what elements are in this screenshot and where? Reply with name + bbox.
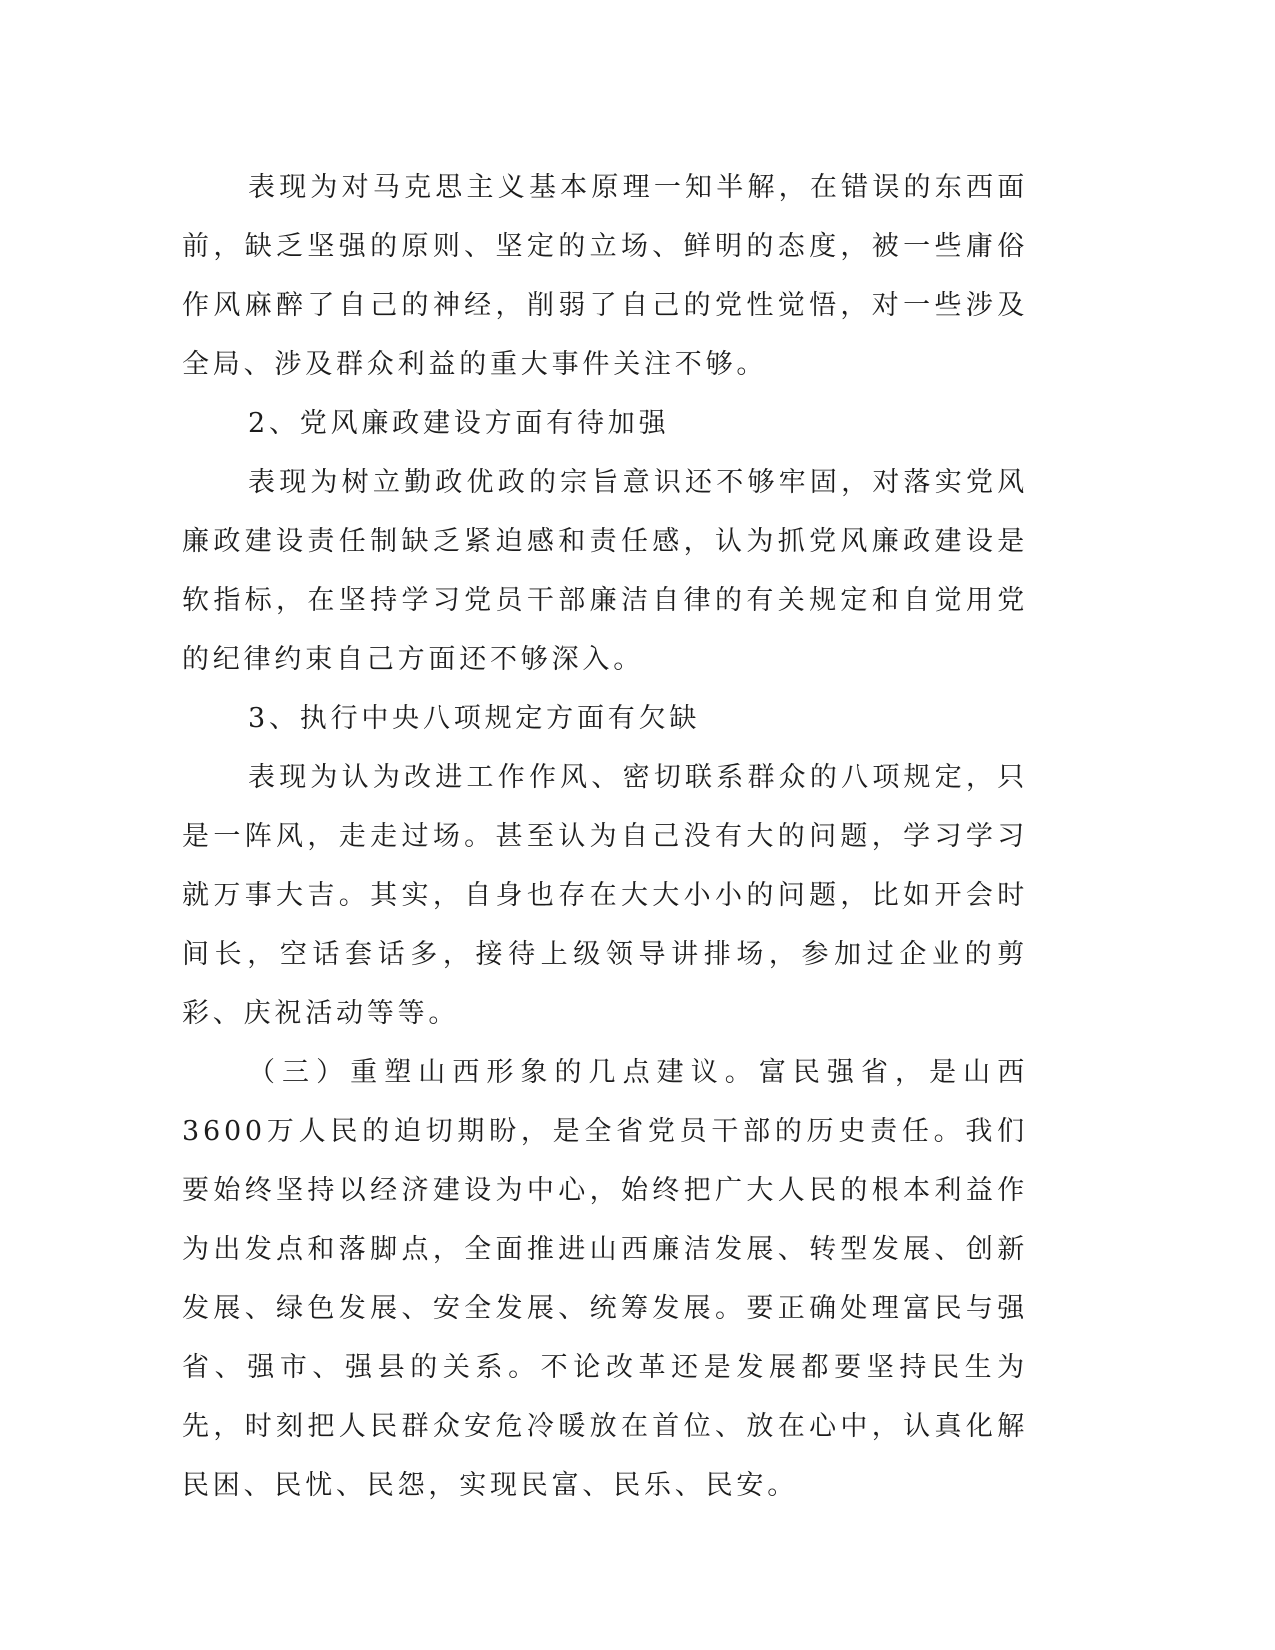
paragraph-theory-understanding: 表现为对马克思主义基本原理一知半解，在错误的东西面前，缺乏坚强的原则、坚定的立场、鲜明的态度，被一些庸俗作风麻醉了自己的神经，削弱了自己的党性觉悟，对一些涉及全局、涉及群众利益的重大事件关注不够。: [182, 172, 1028, 380]
paragraph-suggestions: （三）重塑山西形象的几点建议。富民强省，是山西3600万人民的迫切期盼，是全省党员干部的历史责任。我们要始终坚持以经济建设为中心，始终把广大人民的根本利益作为出发点和落脚点，全面推进山西廉洁发展、转型发展、创新发展、绿色发展、安全发展、统筹发展。要正确处理富民与强省、强市、强县的关系。不论改革还是发展都要坚持民生为先，时刻把人民群众安危冷暖放在首位、放在心中，认真化解民困、民忧、民怨，实现民富、民乐、民安。: [182, 1057, 1028, 1501]
document-body: [182, 158, 1028, 1515]
paragraph-integrity: 表现为树立勤政优政的宗旨意识还不够牢固，对落实党风廉政建设责任制缺乏紧迫感和责任感，认为抓党风廉政建设是软指标，在坚持学习党员干部廉洁自律的有关规定和自觉用党的纪律约束自己方面还不够深入。: [182, 467, 1028, 675]
paragraph-eight-rules: 表现为认为改进工作作风、密切联系群众的八项规定，只是一阵风，走走过场。甚至认为自己没有大的问题，学习学习就万事大吉。其实，自身也存在大大小小的问题，比如开会时间长，空话套话多，接待上级领导讲排场，参加过企业的剪彩、庆祝活动等等。: [182, 762, 1028, 1029]
section-heading-integrity: 2、党风廉政建设方面有待加强: [248, 408, 670, 439]
section-heading-eight-rules: 3、执行中央八项规定方面有欠缺: [248, 703, 701, 734]
